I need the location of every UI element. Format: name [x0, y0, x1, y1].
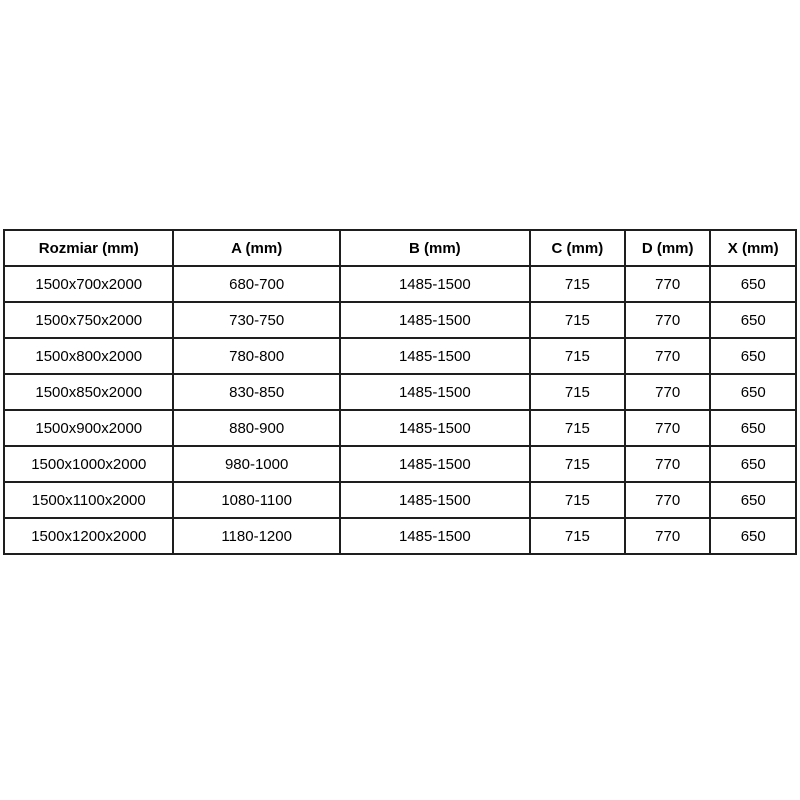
table-cell: 650: [710, 518, 796, 554]
table-cell: 715: [530, 338, 625, 374]
table-row: [4, 374, 796, 410]
table-row: [4, 266, 796, 302]
table-cell: 770: [625, 338, 711, 374]
table-cell: 1485-1500: [340, 338, 530, 374]
table-cell: 980-1000: [173, 446, 339, 482]
table-cell: 715: [530, 266, 625, 302]
table-cell: 880-900: [173, 410, 339, 446]
column-header: Rozmiar (mm): [4, 230, 173, 266]
table-cell: 715: [530, 374, 625, 410]
dimension-table-container: [3, 229, 797, 555]
table-cell: 1500x1100x2000: [4, 482, 173, 518]
table-cell: 770: [625, 410, 711, 446]
spec-table: [3, 229, 797, 555]
table-cell: 650: [710, 410, 796, 446]
table-cell: 770: [625, 266, 711, 302]
table-cell: 1485-1500: [340, 302, 530, 338]
table-cell: 780-800: [173, 338, 339, 374]
column-header: D (mm): [625, 230, 711, 266]
table-cell: 1500x1200x2000: [4, 518, 173, 554]
table-cell: 1500x1000x2000: [4, 446, 173, 482]
table-cell: 770: [625, 446, 711, 482]
table-cell: 1485-1500: [340, 446, 530, 482]
table-cell: 650: [710, 446, 796, 482]
table-cell: 715: [530, 302, 625, 338]
column-header: A (mm): [173, 230, 339, 266]
table-row: [4, 302, 796, 338]
table-cell: 1485-1500: [340, 482, 530, 518]
table-cell: 650: [710, 266, 796, 302]
table-cell: 1500x900x2000: [4, 410, 173, 446]
table-cell: 650: [710, 302, 796, 338]
column-header: C (mm): [530, 230, 625, 266]
table-cell: 715: [530, 446, 625, 482]
table-cell: 715: [530, 482, 625, 518]
table-cell: 1500x750x2000: [4, 302, 173, 338]
header-row: [4, 230, 796, 266]
table-cell: 650: [710, 338, 796, 374]
table-cell: 680-700: [173, 266, 339, 302]
table-cell: 770: [625, 374, 711, 410]
table-cell: 1485-1500: [340, 518, 530, 554]
table-row: [4, 446, 796, 482]
column-header: B (mm): [340, 230, 530, 266]
table-cell: 715: [530, 410, 625, 446]
table-cell: 1080-1100: [173, 482, 339, 518]
spec-table-header: [4, 230, 796, 266]
table-cell: 1485-1500: [340, 374, 530, 410]
table-cell: 1485-1500: [340, 410, 530, 446]
table-cell: 730-750: [173, 302, 339, 338]
table-cell: 1500x800x2000: [4, 338, 173, 374]
table-cell: 1500x700x2000: [4, 266, 173, 302]
table-cell: 1180-1200: [173, 518, 339, 554]
table-cell: 770: [625, 518, 711, 554]
table-cell: 1485-1500: [340, 266, 530, 302]
table-cell: 770: [625, 302, 711, 338]
table-row: [4, 482, 796, 518]
table-cell: 650: [710, 482, 796, 518]
table-cell: 1500x850x2000: [4, 374, 173, 410]
spec-table-body: [4, 266, 796, 554]
table-cell: 715: [530, 518, 625, 554]
column-header: X (mm): [710, 230, 796, 266]
table-cell: 770: [625, 482, 711, 518]
table-row: [4, 518, 796, 554]
table-cell: 830-850: [173, 374, 339, 410]
table-row: [4, 338, 796, 374]
table-row: [4, 410, 796, 446]
table-cell: 650: [710, 374, 796, 410]
